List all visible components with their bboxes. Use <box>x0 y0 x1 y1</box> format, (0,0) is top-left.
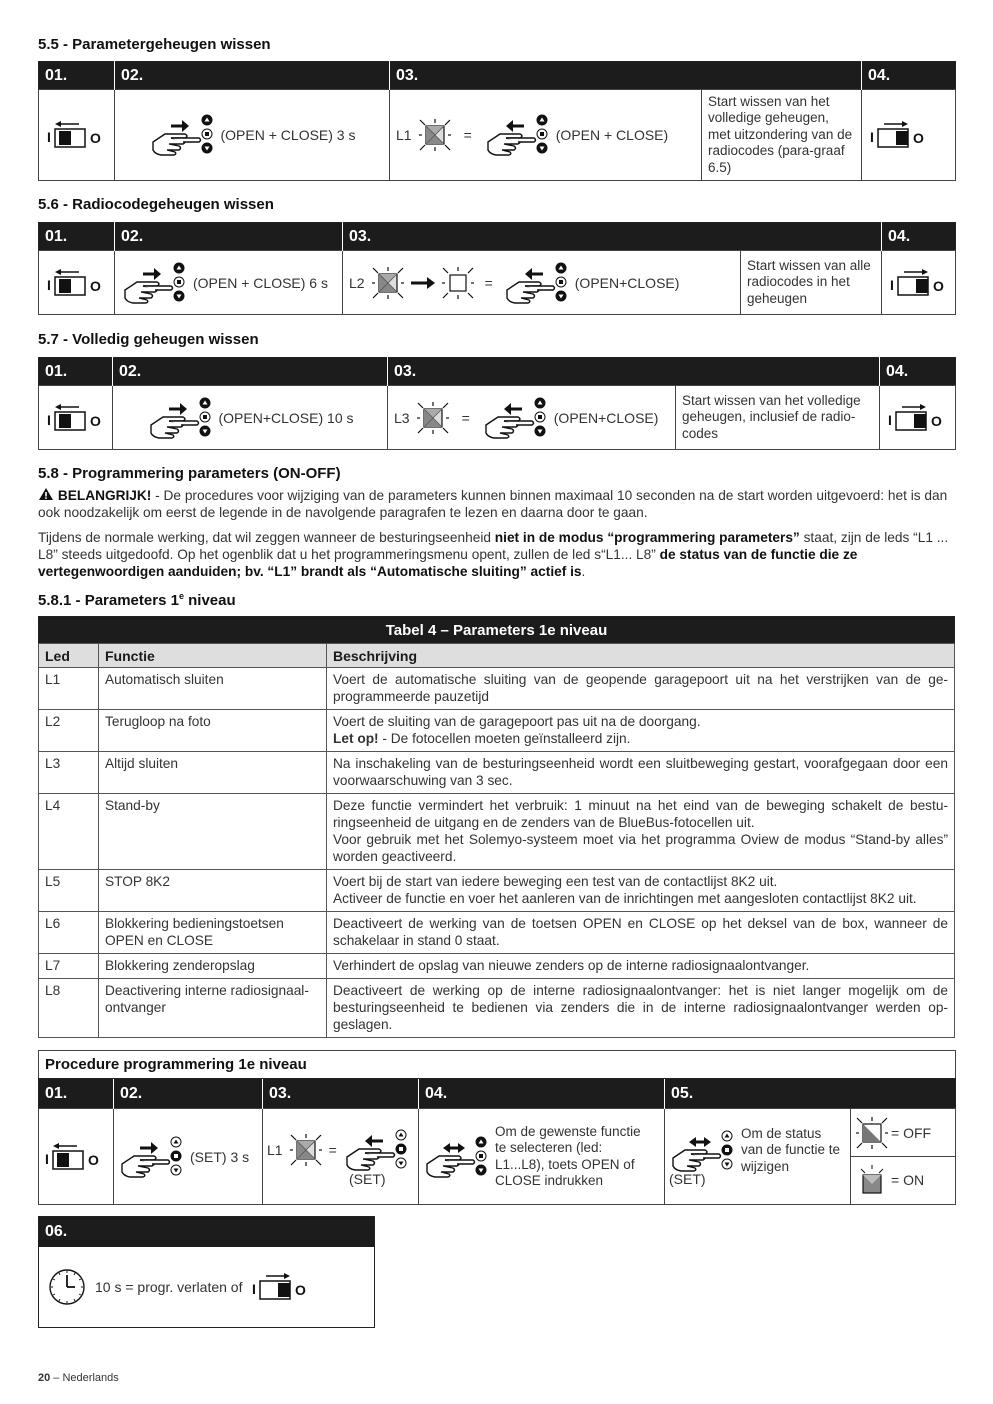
table-row <box>39 710 955 752</box>
col-04: 04. <box>882 223 956 251</box>
svg-text:O: O <box>933 277 944 294</box>
step2-text: (OPEN + CLOSE) 6 s <box>193 274 328 291</box>
hand-press-icon <box>482 395 548 441</box>
header-beschrijving: Beschrijving <box>327 644 955 668</box>
hand-updown-icon <box>423 1134 489 1180</box>
svg-text:I: I <box>47 411 51 428</box>
text-span: Tijdens de normale werking, dat wil zeggen wanneer de besturingseenheid <box>38 530 495 545</box>
off-text: = OFF <box>891 1124 932 1141</box>
bold-span: de status van de functie die ze vertegenwoordigen aanduiden; bv. “L1” brandt als “Automatische sluiting” actief is <box>38 547 858 579</box>
switch-on-icon <box>888 268 949 298</box>
led-on-icon <box>855 1163 889 1197</box>
desc-text: Voert bij de start van iedere beweging een test van de contactlijst 8K2 uit. <box>333 874 778 889</box>
col-01: 01. <box>39 223 115 251</box>
equals-sign: = <box>461 409 470 426</box>
steps-table-5-7 <box>38 357 956 450</box>
description-cell <box>327 710 955 752</box>
step6-text: 10 s = progr. verlaten of <box>95 1279 243 1295</box>
switch-off-icon <box>45 268 108 298</box>
steps-table-5-5 <box>38 61 956 181</box>
page-number: 20 <box>38 1372 51 1384</box>
hand-press-set-icon <box>118 1134 184 1180</box>
svg-text:I: I <box>890 276 894 293</box>
important-text: - De procedures voor wijziging van de parameters kunnen binnen maximaal 10 seconden na de start worden uitgevoerd: het is dan ook noodzakelijk om eerst de legende in de navolgende paragrafen te lezen en daarna door te gaan. <box>38 488 948 520</box>
function-cell: Stand-by <box>99 794 327 870</box>
function-cell: Automatisch sluiten <box>99 668 327 710</box>
text-span: . <box>581 564 586 579</box>
col-03: 03. <box>390 62 862 90</box>
svg-text:O: O <box>295 1282 307 1298</box>
step3-note: Start wissen van het volledige geheugen, inclusief de radio-codes <box>682 392 861 441</box>
switch-on-icon <box>886 403 949 433</box>
svg-text:I: I <box>252 1281 257 1297</box>
led-cell: L3 <box>39 752 99 794</box>
table-row <box>39 979 955 1038</box>
function-cell: Altijd sluiten <box>99 752 327 794</box>
switch-off-icon <box>43 1142 109 1172</box>
equals-sign: = <box>463 127 472 143</box>
led-cell: L6 <box>39 912 99 954</box>
desc-text: Voor gebruik met het Solemyo-systeem moet via het programma Oview de modus “Stand-by alles” worden geactiveerd. <box>333 832 948 864</box>
led-label: L3 <box>394 409 410 426</box>
led-label: L2 <box>349 274 365 291</box>
description-cell <box>327 752 955 794</box>
footer-text: – Nederlands <box>50 1372 119 1384</box>
svg-text:O: O <box>90 130 101 146</box>
important-paragraph <box>38 487 955 521</box>
table-row <box>39 794 955 870</box>
description-cell <box>327 954 955 979</box>
svg-text:O: O <box>913 130 924 146</box>
desc-text: - De fotocellen moeten geïnstalleerd zijn. <box>378 731 631 746</box>
normal-operation-paragraph <box>38 529 955 580</box>
heading-sup: e <box>178 591 184 601</box>
header-led: Led <box>39 644 99 668</box>
led-blink-icon <box>371 266 405 300</box>
step-06-box <box>38 1216 375 1328</box>
heading-tail: niveau <box>183 592 236 609</box>
step3-note: Start wissen van het volledige geheugen, met uitzondering van de radiocodes (para-graaf 6.5) <box>708 93 853 175</box>
set-label: (SET) <box>669 1171 706 1188</box>
switch-off-icon <box>45 120 108 150</box>
led-cell: L2 <box>39 710 99 752</box>
function-cell: Deactivering interne radiosignaal-ontvanger <box>99 979 327 1038</box>
col-02: 02. <box>115 223 343 251</box>
svg-text:I: I <box>870 129 874 145</box>
procedure-table <box>38 1050 956 1205</box>
hand-set-lr-icon <box>669 1128 735 1174</box>
led-blink-icon <box>416 401 450 435</box>
step3-text: (OPEN + CLOSE) <box>555 127 669 143</box>
desc-text: Verhindert de opslag van nieuwe zenders op de interne radiosignaalontvanger. <box>333 958 810 973</box>
step3-note: Start wissen van alle radiocodes in het geheugen <box>747 257 871 306</box>
led-cell: L5 <box>39 870 99 912</box>
hand-press-icon <box>121 260 187 306</box>
col-03: 03. <box>343 223 882 251</box>
text-span: staat, zijn de leds “L1 ... L8” steeds uitgedoofd. Op het ogenblik dat u het programmeringsmenu opent, zullen de led s“L1... L8” <box>38 530 949 562</box>
function-cell: Terugloop na foto <box>99 710 327 752</box>
svg-text:I: I <box>45 1150 49 1167</box>
led-cell: L8 <box>39 979 99 1038</box>
description-cell <box>327 794 955 870</box>
svg-text:I: I <box>888 411 892 428</box>
equals-sign: = <box>328 1141 337 1158</box>
col-04: 04. <box>419 1079 665 1109</box>
step2-text: (OPEN+CLOSE) 10 s <box>218 409 354 426</box>
function-cell: Blokkering bedieningstoetsen OPEN en CLOSE <box>99 912 327 954</box>
page-footer <box>38 1372 119 1384</box>
description-cell <box>327 912 955 954</box>
section-heading-5-8: 5.8 - Programmering parameters (ON-OFF) <box>38 465 341 482</box>
desc-text: Na inschakeling van de besturingseenheid wordt een sluitbeweging gestart, voorafgegaan door een voorwaarschuwing van 3 sec. <box>333 756 948 788</box>
svg-text:O: O <box>88 1151 99 1168</box>
on-text: = ON <box>891 1172 925 1188</box>
col-01: 01. <box>39 62 115 90</box>
desc-text: Activeer de functie en voer het aanleren van de inrichtingen met aangesloten contactlijst 8K2 uit. <box>333 891 917 906</box>
clock-icon <box>47 1267 87 1307</box>
step4-text: Om de gewenste functie te selecteren (led: L1...L8), toets OPEN of CLOSE indrukken <box>495 1123 641 1188</box>
table-row <box>39 870 955 912</box>
hand-press-set-icon <box>343 1127 409 1173</box>
led-blink-icon <box>289 1133 323 1167</box>
desc-bold: Let op! <box>333 731 379 746</box>
col-01: 01. <box>39 358 113 386</box>
table-row <box>39 912 955 954</box>
warning-icon <box>38 487 54 501</box>
step2-text: (OPEN + CLOSE) 3 s <box>220 127 356 143</box>
important-label: BELANGRIJK! <box>57 488 152 503</box>
switch-off-icon <box>45 403 106 433</box>
procedure-title: Procedure programmering 1e niveau <box>39 1051 956 1079</box>
led-cell: L4 <box>39 794 99 870</box>
on-legend <box>851 1157 955 1204</box>
steps-table-5-6 <box>38 222 956 315</box>
col-03: 03. <box>263 1079 419 1109</box>
hand-press-icon <box>503 260 569 306</box>
step5-text: Om de status van de functie te wijzigen <box>741 1125 841 1174</box>
bold-span: niet in de modus “programmering parameters” <box>494 530 800 545</box>
svg-text:O: O <box>90 412 101 429</box>
col-01: 01. <box>39 1079 114 1109</box>
svg-text:O: O <box>931 412 942 429</box>
function-cell: Blokkering zenderopslag <box>99 954 327 979</box>
col-04: 04. <box>862 62 956 90</box>
col-05: 05. <box>665 1079 956 1109</box>
section-heading-5-5: 5.5 - Parametergeheugen wissen <box>38 36 271 53</box>
description-cell <box>327 870 955 912</box>
arrow-right-icon <box>411 277 435 289</box>
section-heading-5-6: 5.6 - Radiocodegeheugen wissen <box>38 196 274 213</box>
svg-text:I: I <box>47 276 51 293</box>
desc-text: Voert de automatische sluiting van de geopende garagepoort uit na het verstrijken van de ge-programmeerde pauzetijd <box>333 672 948 704</box>
col-04: 04. <box>880 358 956 386</box>
svg-text:O: O <box>90 277 101 294</box>
svg-text:I: I <box>47 129 51 145</box>
desc-text: Deactiveert de werking van de toetsen OPEN en CLOSE op het deksel van de box, wanneer de schakelaar in stand 0 staat. <box>333 916 948 948</box>
col-06: 06. <box>39 1217 374 1247</box>
equals-sign: = <box>484 274 493 291</box>
off-legend <box>851 1110 955 1157</box>
desc-text: Deactiveert de werking op de interne radiosignaalontvanger: het is niet langer mogelijk om de besturingseenheid te bedienen via zenders die in de interne radiosignaalontvanger werden op-geslagen. <box>333 983 948 1032</box>
hand-press-icon <box>149 112 215 158</box>
set-label: (SET) <box>349 1170 386 1187</box>
led-cell: L7 <box>39 954 99 979</box>
parameters-table <box>38 616 955 1038</box>
col-02: 02. <box>115 62 390 90</box>
step3-text: (OPEN+CLOSE) <box>553 409 659 426</box>
led-off-icon <box>441 266 475 300</box>
step3-text: (OPEN+CLOSE) <box>574 274 680 291</box>
description-cell <box>327 979 955 1038</box>
col-02: 02. <box>113 358 388 386</box>
table-title: Tabel 4 – Parameters 1e niveau <box>38 616 955 643</box>
led-label: L1 <box>267 1141 283 1158</box>
heading-text: 5.8.1 - Parameters 1 <box>38 592 179 609</box>
desc-text: Voert de sluiting van de garagepoort pas uit na de doorgang. <box>333 714 701 729</box>
table-row <box>39 954 955 979</box>
hand-press-icon <box>484 112 550 158</box>
led-cell: L1 <box>39 668 99 710</box>
led-half-icon <box>855 1116 889 1150</box>
table-row <box>39 752 955 794</box>
header-functie: Functie <box>99 644 327 668</box>
hand-press-icon <box>147 395 213 441</box>
led-label: L1 <box>396 127 412 143</box>
table-row <box>39 668 955 710</box>
desc-text: Deze functie vermindert het verbruik: 1 minuut na het eind van de beweging schakelt de bestu-ringseenheid de uitgang en de zenders van de BlueBus-fotocellen uit. <box>333 798 948 830</box>
section-heading-5-8-1 <box>38 591 236 609</box>
led-blink-icon <box>418 118 452 152</box>
section-heading-5-7: 5.7 - Volledig geheugen wissen <box>38 331 259 348</box>
step2-text: (SET) 3 s <box>190 1148 250 1165</box>
col-02: 02. <box>114 1079 263 1109</box>
function-cell: STOP 8K2 <box>99 870 327 912</box>
switch-on-icon <box>868 120 949 150</box>
switch-on-icon <box>250 1272 308 1302</box>
col-03: 03. <box>388 358 880 386</box>
description-cell <box>327 668 955 710</box>
